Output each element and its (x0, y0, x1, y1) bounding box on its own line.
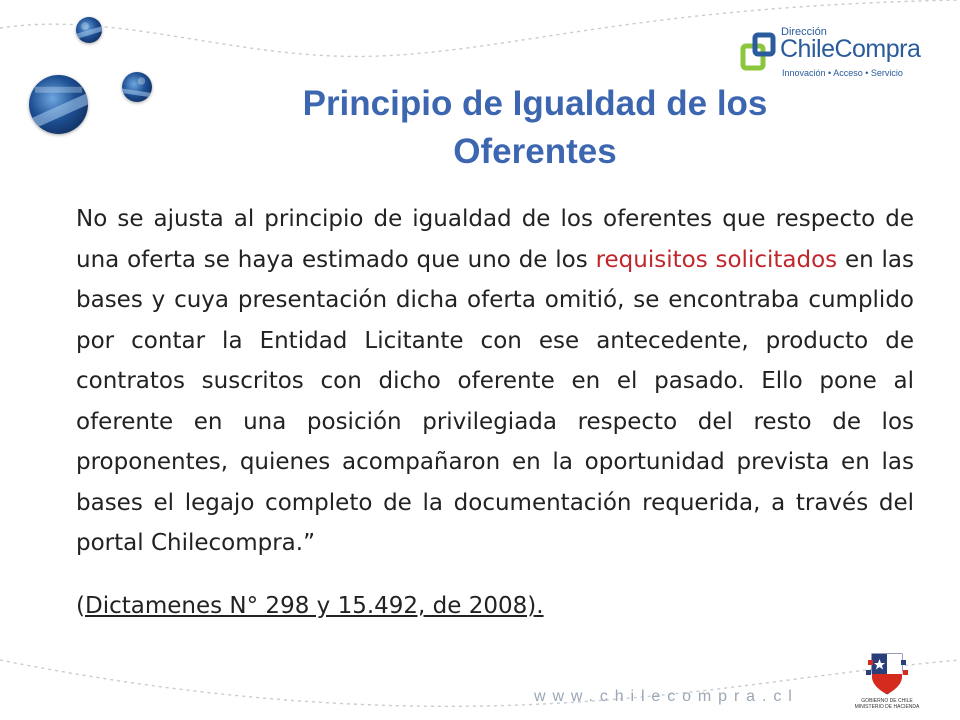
body-text-part2: en las bases y cuya presentación dicha oferta omitió, se encontraba cumplido por contar la Entidad Licitante con ese antecedente, producto de contratos suscritos con dicho oferente en el pasado. Ello pone al oferente en una posición privilegiada respecto del resto de los proponentes, quienes acompañaron en la oportunidad prevista en las bases el legajo completo de la documentación requerida, a través del portal Chilecompra.” (76, 246, 915, 556)
citation-open: ( (76, 593, 85, 619)
citation (76, 586, 544, 626)
logo-tagline: Innovación • Acceso • Servicio (782, 68, 903, 78)
photo-bubble-icon (29, 75, 88, 134)
government-line2: MINISTERIO DE HACIENDA (854, 704, 920, 710)
logo-small-text: Dirección (781, 26, 827, 38)
citation-link[interactable]: Dictamenes N° 298 y 15.492, de 2008). (84, 593, 544, 619)
photo-bubble-icon (122, 72, 152, 102)
slide-title-line1: Principio de Igualdad de los (302, 84, 768, 123)
slide-body (76, 199, 914, 564)
chile-coat-of-arms-icon (864, 650, 910, 696)
footer-url: www.chilecompra.cl (534, 688, 799, 705)
slide-title (200, 80, 870, 176)
government-logo (852, 650, 922, 716)
body-text-part1: No se ajusta al principio de igualdad de los oferentes que respecto de una oferta se haya estimado que uno de los (76, 206, 914, 273)
slide-title-line2: Oferentes (453, 132, 617, 171)
chilecompra-logo (740, 26, 920, 82)
logo-name: ChileCompra (780, 35, 921, 63)
government-line1: GOBIERNO DE CHILE (861, 698, 913, 704)
body-highlight: requisitos solicitados (595, 246, 838, 273)
chilecompra-logo-icon (740, 30, 780, 74)
photo-bubble-icon (76, 17, 102, 43)
